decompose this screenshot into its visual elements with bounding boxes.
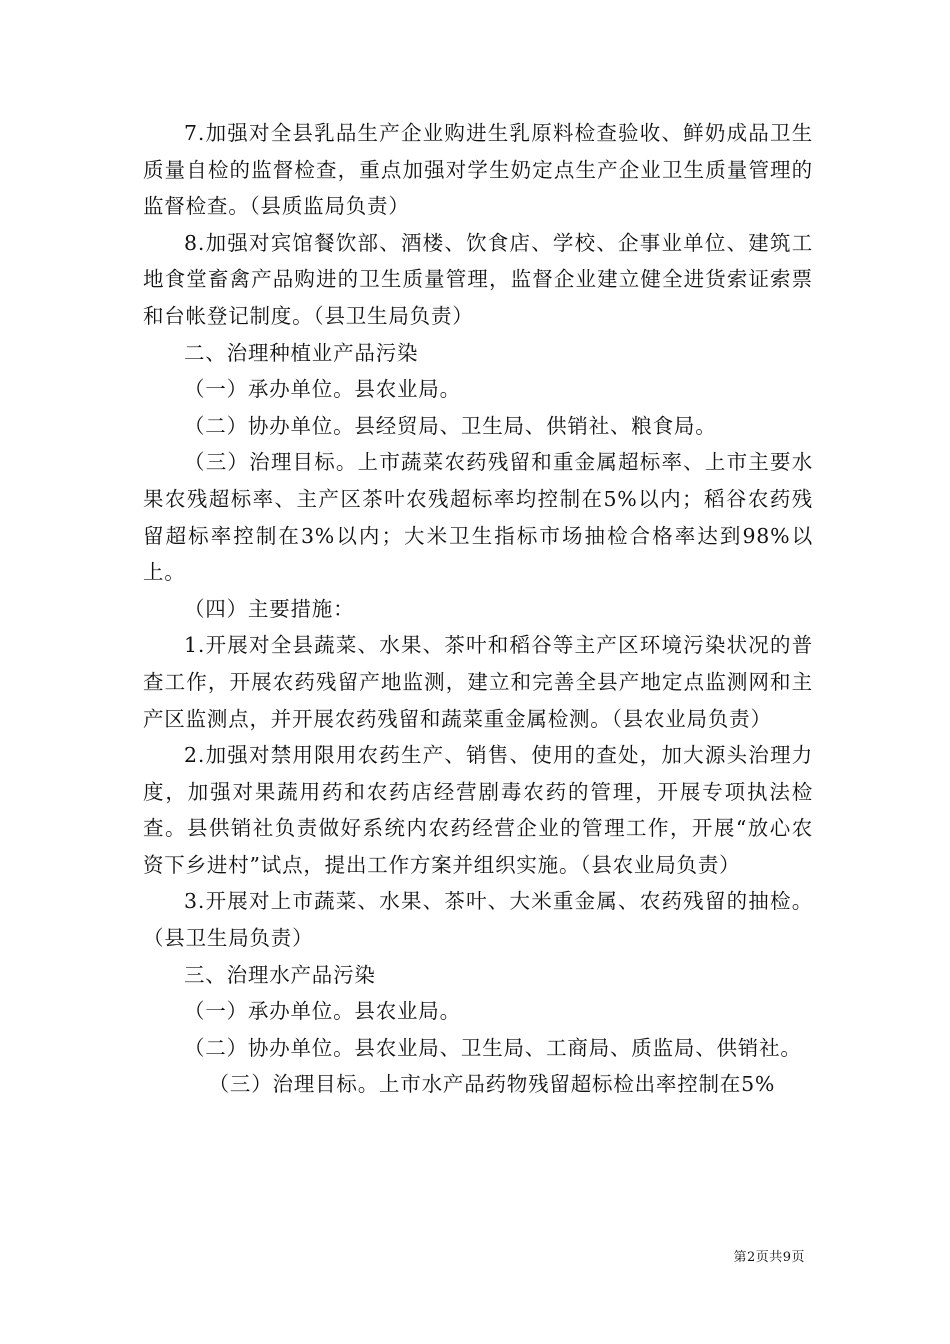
- paragraph-measure-3: 3.开展对上市蔬菜、水果、茶叶、大米重金属、农药残留的抽检。（县卫生局负责）: [143, 889, 813, 951]
- paragraph-undertaker-3: （一）承办单位。县农业局。: [184, 999, 461, 1024]
- paragraph-measure-1: 1.开展对全县蔬菜、水果、茶叶和稻谷等主产区环境污染状况的普查工作，开展农药残留产地监测，建立和完善全县产地定点监测网和主产区监测点，并开展农药残留和蔬菜重金属检测。（县农业局负责）: [143, 633, 813, 731]
- document-body: [143, 115, 813, 1103]
- paragraph-measure-2: 2.加强对禁用限用农药生产、销售、使用的查处，加大源头治理力度，加强对果蔬用药和农药店经营剧毒农药的管理，开展专项执法检查。县供销社负责做好系统内农药经营企业的管理工作，开展“放心农资下乡进村”试点，提出工作方案并组织实施。（县农业局负责）: [143, 743, 813, 877]
- paragraph-measures-heading: （四）主要措施：: [184, 596, 355, 621]
- paragraph-target: （三）治理目标。上市蔬菜农药残留和重金属超标率、上市主要水果农残超标率、主产区茶叶农残超标率均控制在5%以内；稻谷农药残留超标率控制在3%以内；大米卫生指标市场抽检合格率达到98%以上。: [143, 450, 813, 585]
- section-heading-3: 三、治理水产品污染: [184, 962, 376, 987]
- paragraph-item-8: 8.加强对宾馆餐饮部、酒楼、饮食店、学校、企事业单位、建筑工地食堂畜禽产品购进的卫生质量管理，监督企业建立健全进货索证索票和台帐登记制度。（县卫生局负责）: [143, 230, 813, 328]
- paragraph-co-organizer: （二）协办单位。县经贸局、卫生局、供销社、粮食局。: [184, 413, 717, 438]
- paragraph-undertaker: （一）承办单位。县农业局。: [184, 377, 461, 402]
- paragraph-co-organizer-3: （二）协办单位。县农业局、卫生局、工商局、质监局、供销社。: [184, 1035, 802, 1060]
- section-heading-2: 二、治理种植业产品污染: [184, 340, 419, 365]
- page-number: 第2页共9页: [733, 1250, 805, 1265]
- paragraph-item-7: 7.加强对全县乳品生产企业购进生乳原料检查验收、鲜奶成品卫生质量自检的监督检查，重点加强对学生奶定点生产企业卫生质量管理的监督检查。（县质监局负责）: [143, 121, 813, 219]
- paragraph-target-3: （三）治理目标。上市水产品药物残留超标检出率控制在5%: [208, 1072, 776, 1097]
